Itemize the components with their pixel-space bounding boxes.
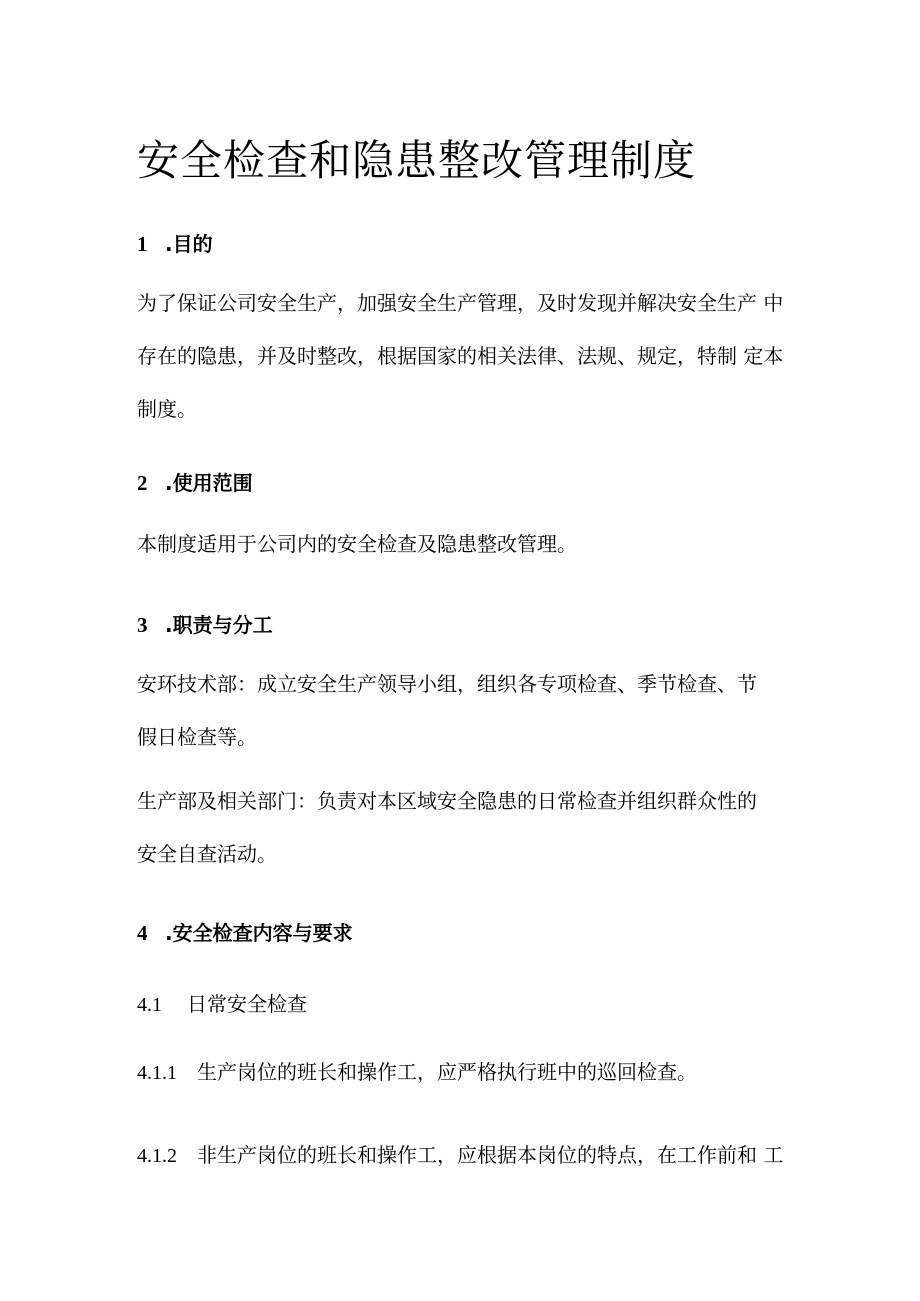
subsection-4-1-2-text: 非生产岗位的班长和操作工，应根据本岗位的特点，在工作前和 工 [197,1143,784,1167]
section-1-number: 1 [137,232,148,256]
section-4-number: 4 [137,921,148,945]
subsection-4-1-2-number: 4.1.2 [137,1145,177,1167]
section-1-heading [137,228,213,257]
subsection-4-1-number: 4.1 [137,994,162,1016]
section-3-title: .职责与分工 [165,613,273,637]
section-3-number: 3 [137,613,148,637]
paragraph-line: 本制度适用于公司内的安全检查及隐患整改管理。 [137,532,577,556]
paragraph-line: 假日检查等。 [137,725,257,749]
document-title: 安全检查和隐患整改管理制度 [137,136,697,185]
paragraph-line: 为了保证公司安全生产，加强安全生产管理，及时发现并解决安全生产 中 [137,291,784,315]
section-3-paragraph-2 [137,775,797,881]
subsection-4-1-2 [137,1139,783,1168]
section-2-number: 2 [137,471,148,495]
section-3-heading [137,609,273,638]
subsection-4-1-1 [137,1056,697,1085]
paragraph-line: 存在的隐患，并及时整改，根据国家的相关法律、法规、规定，特制 定本 [137,344,784,368]
section-4-heading [137,917,353,946]
paragraph-line: 安环技术部：成立安全生产领导小组，组织各专项检查、季节检查、节 [137,672,757,696]
section-1-paragraph [137,277,797,436]
subsection-4-1-title: 日常安全检查 [187,992,307,1016]
section-2-title: .使用范围 [165,471,253,495]
section-4-title: .安全检查内容与要求 [165,921,353,945]
section-3-paragraph-1 [137,658,797,764]
section-1-title: .目的 [165,232,213,256]
subsection-4-1-1-text: 生产岗位的班长和操作工，应严格执行班中的巡回检查。 [197,1060,697,1084]
paragraph-line: 生产部及相关部门：负责对本区域安全隐患的日常检查并组织群众性的 [137,789,757,813]
section-2-heading [137,467,253,496]
paragraph-line: 安全自查活动。 [137,842,277,866]
subsection-4-1-1-number: 4.1.1 [137,1062,177,1084]
paragraph-line: 制度。 [137,397,197,421]
subsection-4-1 [137,988,307,1017]
section-2-paragraph [137,518,797,571]
